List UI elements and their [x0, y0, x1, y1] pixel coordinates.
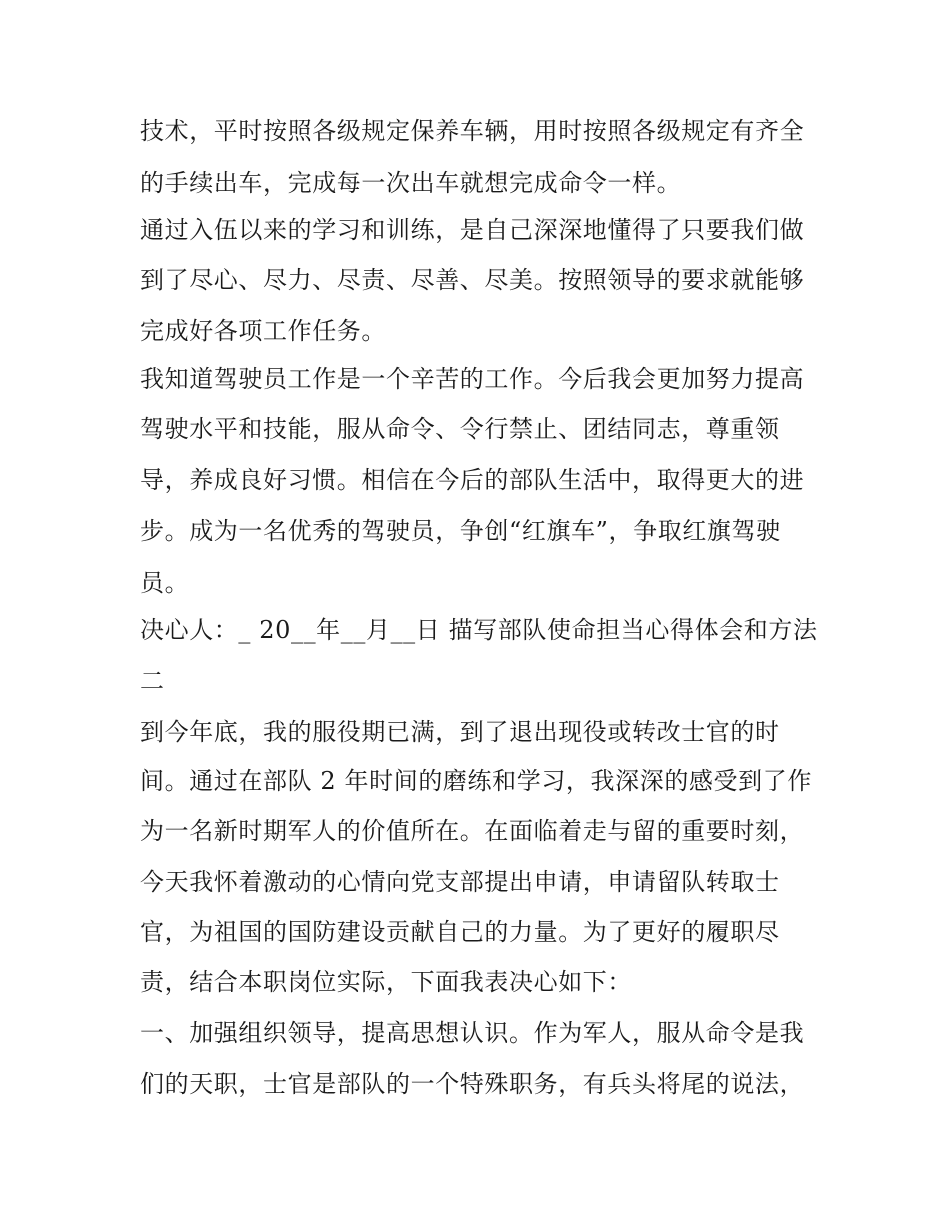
section-number: 二 — [140, 667, 165, 695]
text-line: 到今年底，我的服役期已满，到了退出现役或转改士官的时 — [140, 718, 780, 746]
text-line: 完成好各项工作任务。 — [140, 317, 386, 345]
text-line: 员。 — [140, 569, 190, 597]
text-line: 官，为祖国的国防建设贡献自己的力量。为了更好的履职尽 — [140, 918, 780, 946]
text-line: 们的天职，士官是部队的一个特殊职务，有兵头将尾的说法， — [140, 1070, 805, 1098]
text-line: 一、加强组织领导，提高思想认识。作为军人，服从命令是我 — [140, 1019, 805, 1047]
text-line: 间。通过在部队 2 年时间的磨练和学习，我深深的感受到了作 — [140, 767, 812, 795]
text-line: 导，养成良好习惯。相信在今后的部队生活中，取得更大的进 — [140, 466, 805, 494]
text-line: 技术，平时按照各级规定保养车辆，用时按照各级规定有齐全 — [140, 117, 805, 145]
text-line: 的手续出车，完成每一次出车就想完成命令一样。 — [140, 169, 682, 197]
text-line: 为一名新时期军人的价值所在。在面临着走与留的重要时刻， — [140, 817, 805, 845]
text-line: 到了尽心、尽力、尽责、尽善、尽美。按照领导的要求就能够 — [140, 266, 805, 294]
text-line: 我知道驾驶员工作是一个辛苦的工作。今后我会更加努力提高 — [140, 365, 805, 393]
text-line: 今天我怀着激动的心情向党支部提出申请，申请留队转取士 — [140, 868, 780, 896]
text-line: 责，结合本职岗位实际，下面我表决心如下： — [140, 968, 632, 996]
text-line: 驾驶水平和技能，服从命令、令行禁止、团结同志，尊重领 — [140, 415, 780, 443]
text-line: 通过入伍以来的学习和训练，是自己深深地懂得了只要我们做 — [140, 216, 805, 244]
text-line: 步。成为一名优秀的驾驶员，争创“红旗车”，争取红旗驾驶 — [140, 517, 781, 545]
signature-line: 决心人：_ 20__年__月__日 描写部队使命担当心得体会和方法 — [140, 616, 818, 644]
